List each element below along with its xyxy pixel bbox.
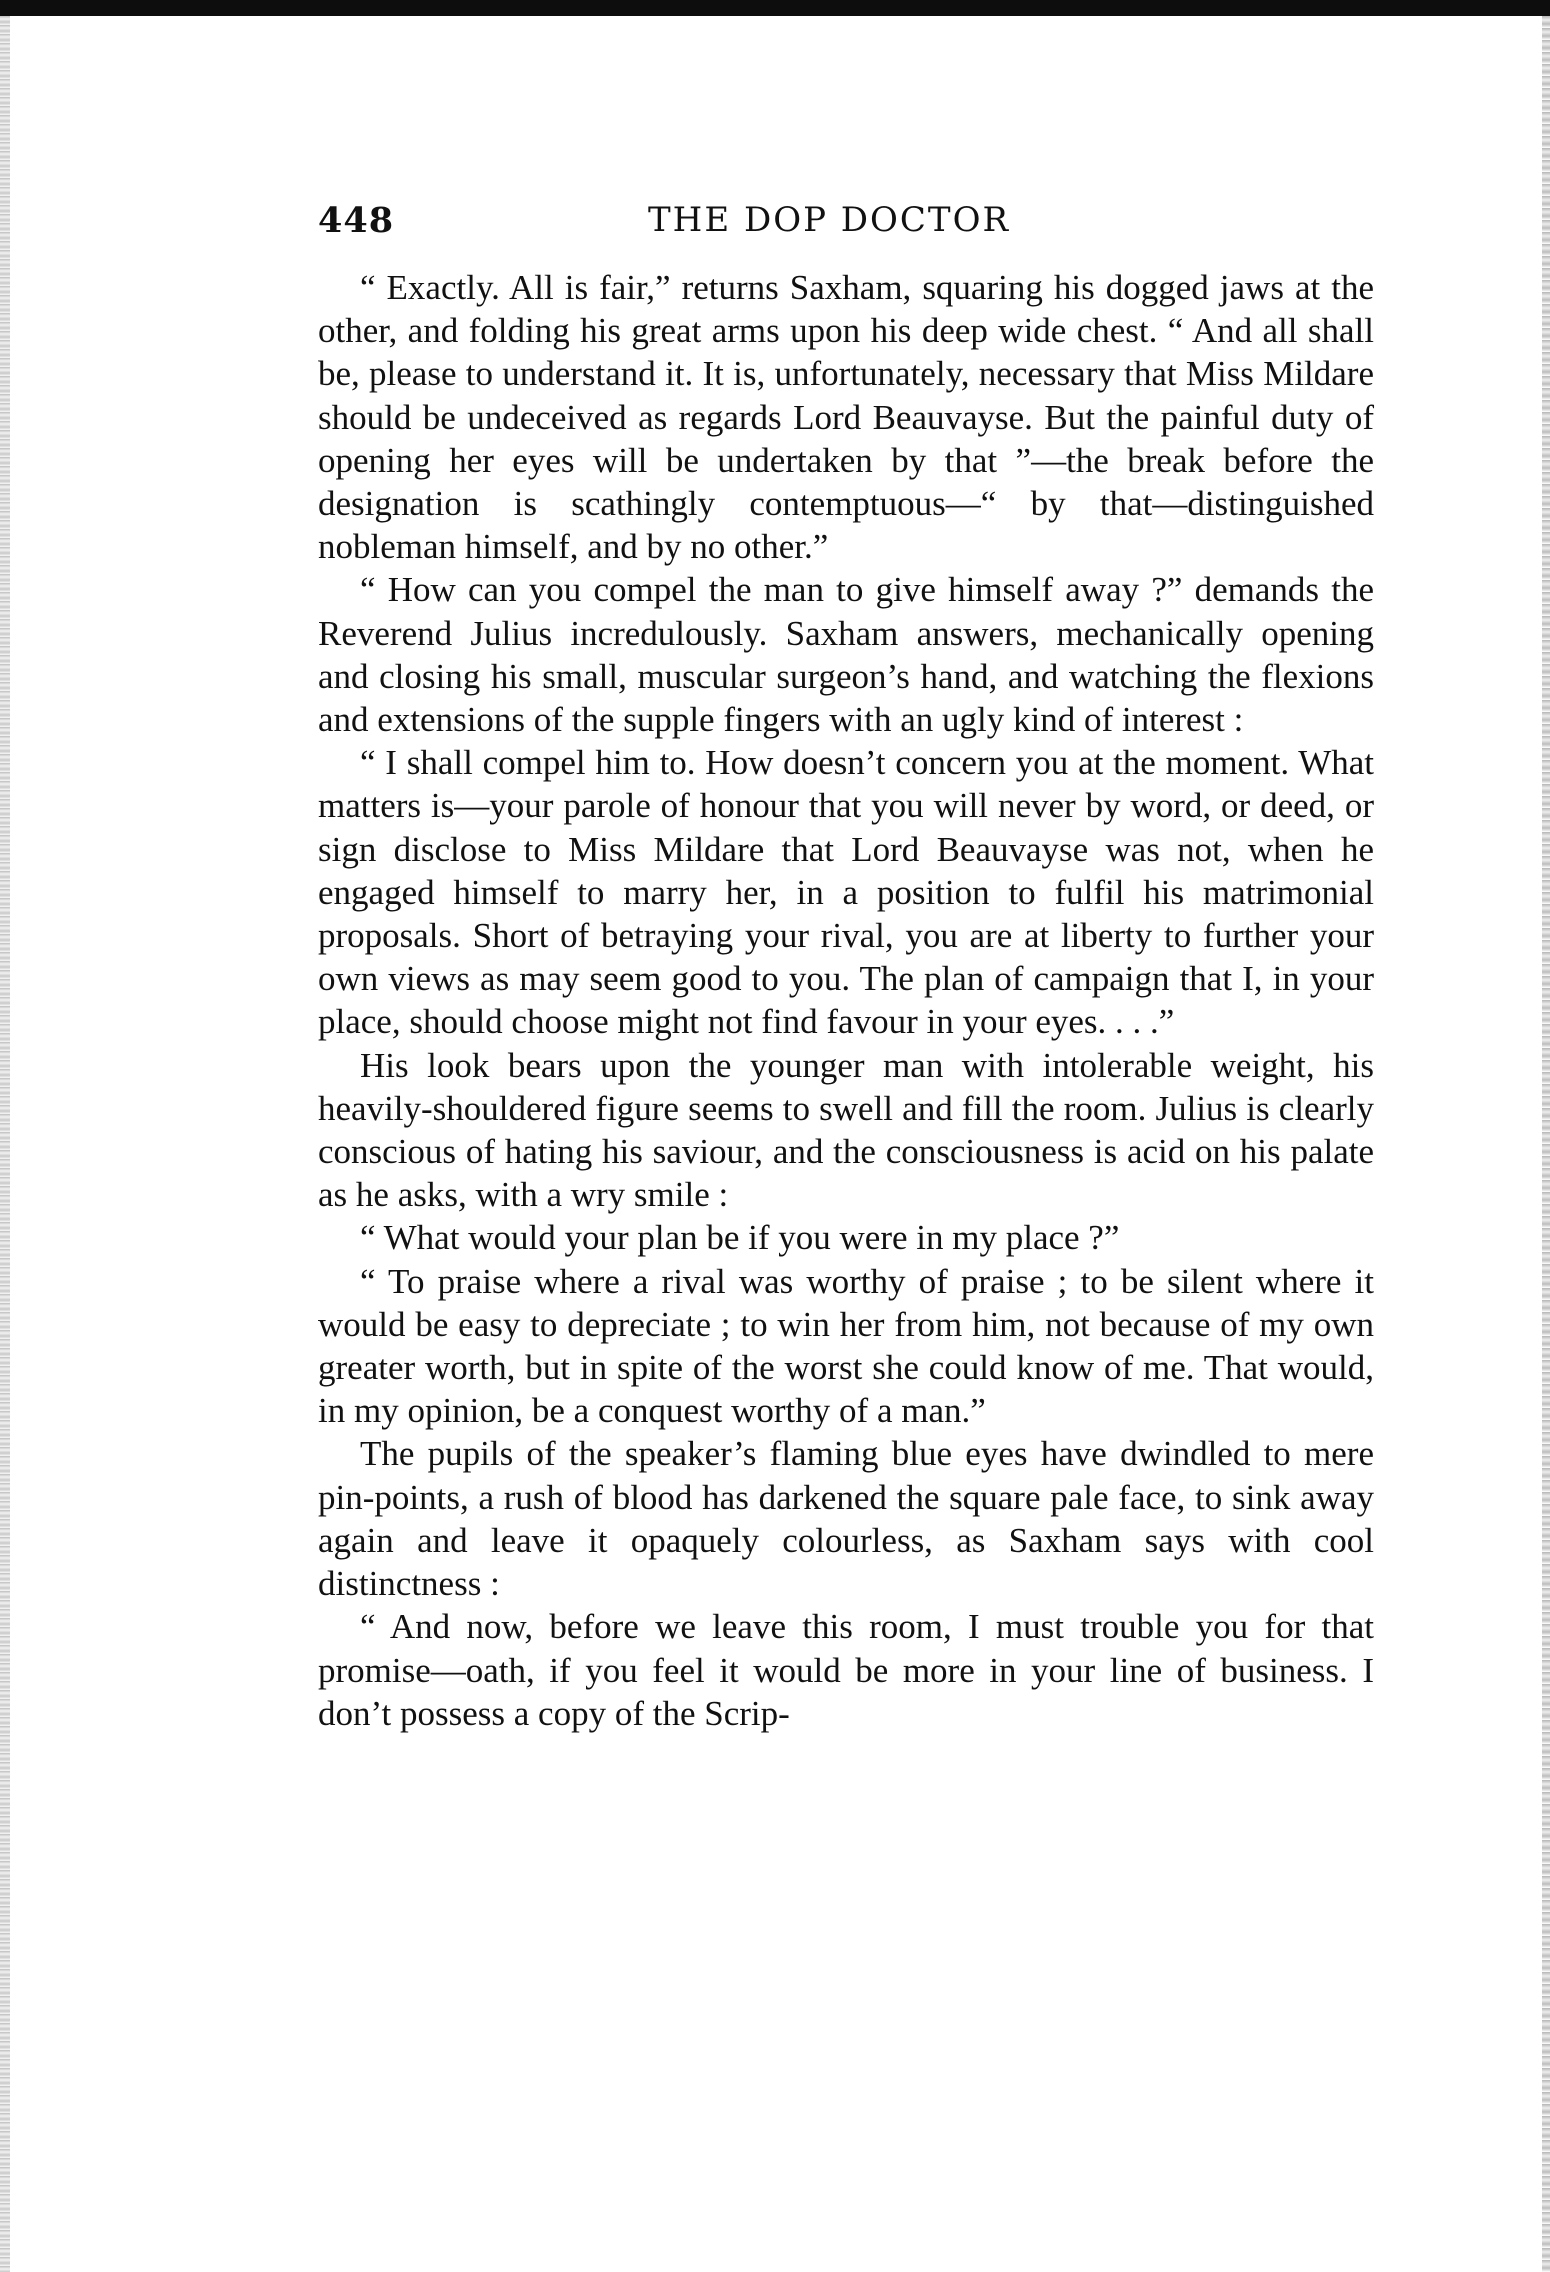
paragraph: “ What would your plan be if you were in my place ?” [360, 1218, 1120, 1258]
paragraph: “ How can you compel the man to give himself away ?” demands the Reverend Julius incredulously. Saxham answers, mechanically opening and closing his small, muscular surgeon’s hand, and watching the flexions and extensions of the supple fingers with an ugly kind of interest : [318, 570, 1374, 740]
page-number: 448 [318, 200, 395, 241]
scan-top-edge [0, 0, 1550, 16]
scan-right-margin [1542, 16, 1550, 2272]
paragraph: “ And now, before we leave this room, I must trouble you for that promise—oath, if you feel it would be more in your line of business. I don’t possess a copy of the Scrip- [318, 1607, 1374, 1733]
paragraph: “ Exactly. All is fair,” returns Saxham, squaring his dogged jaws at the other, and folding his great arms upon his deep wide chest. “ And all shall be, please to understand it. It is, unfortunately, necessary that Miss Mildare should be undeceived as regards Lord Beauvayse. But the painful duty of opening her eyes will be undertaken by that ”—the break before the designation is scathingly contemptuous—“ by that—distinguished nobleman himself, and by no other.” [318, 268, 1374, 567]
body-text [318, 266, 1374, 1735]
book-title: THE DOP DOCTOR [648, 200, 1011, 240]
scan-left-margin [0, 16, 10, 2272]
book-page [318, 200, 1374, 1735]
paragraph: “ To praise where a rival was worthy of praise ; to be silent where it would be easy to depreciate ; to win her from him, not because of my own greater worth, but in spite of the worst she could know of me. That would, in my opinion, be a conquest worthy of a man.” [318, 1261, 1374, 1431]
paragraph: His look bears upon the younger man with intolerable weight, his heavily-shouldered figure seems to swell and fill the room. Julius is clearly conscious of hating his saviour, and the consciousness is acid on his palate as he asks, with a wry smile : [318, 1045, 1374, 1215]
paragraph: “ I shall compel him to. How doesn’t concern you at the moment. What matters is—your parole of honour that you will never by word, or deed, or sign disclose to Miss Mildare that Lord Beauvayse was not, when he engaged himself to marry her, in a position to fulfil his matrimonial proposals. Short of betraying your rival, you are at liberty to further your own views as may seem good to you. The plan of campaign that I, in your place, should choose might not find favour in your eyes. . . .” [318, 743, 1374, 1042]
paragraph: The pupils of the speaker’s flaming blue eyes have dwindled to mere pin-points, a rush of blood has darkened the square pale face, to sink away again and leave it opaquely colourless, as Saxham says with cool distinctness : [318, 1434, 1374, 1604]
running-head [318, 200, 1374, 252]
